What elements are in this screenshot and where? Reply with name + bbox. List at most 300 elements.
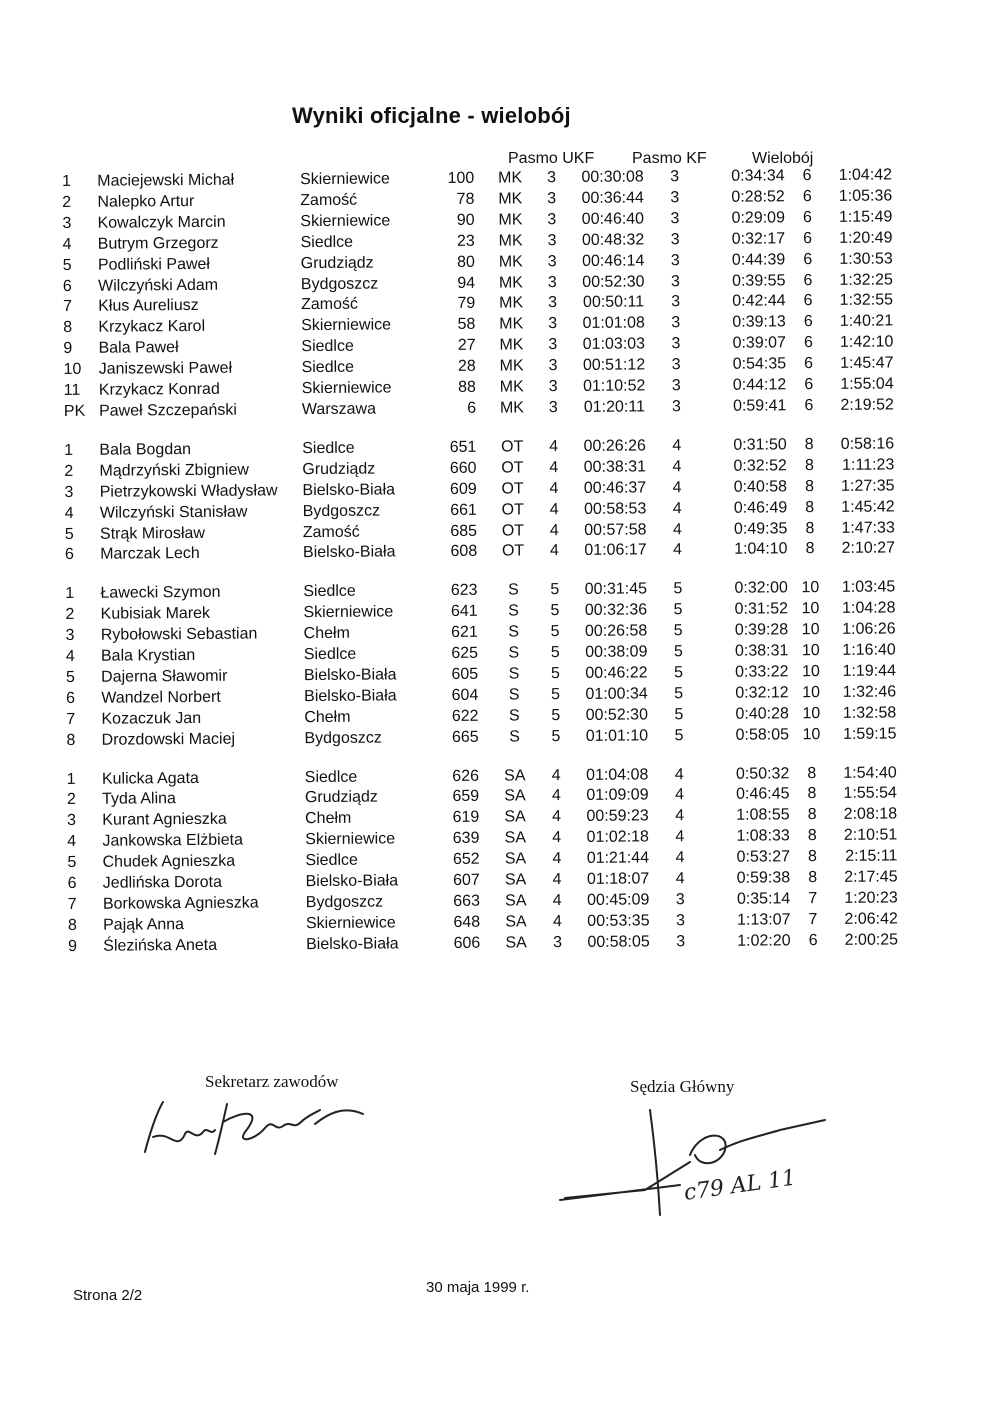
start-number-cell: 100: [447, 169, 475, 187]
place-cell: 3: [64, 483, 74, 501]
kf-points-cell: 3: [670, 230, 680, 248]
start-number-cell: 661: [450, 501, 477, 519]
category-cell: MK: [499, 315, 524, 333]
total-time-cell: 1:59:15: [842, 725, 897, 743]
total-time-cell: 1:04:42: [838, 166, 893, 184]
total-points-cell: 8: [807, 764, 817, 782]
start-number-cell: 651: [449, 438, 477, 456]
start-number-cell: 639: [452, 830, 480, 848]
name-cell: Bala Paweł: [98, 339, 179, 357]
start-number-cell: 27: [457, 337, 476, 355]
ukf-points-cell: 3: [547, 190, 557, 208]
place-cell: 2: [64, 462, 74, 480]
category-cell: MK: [499, 378, 524, 396]
place-cell: 8: [67, 916, 77, 934]
place-cell: 3: [67, 812, 77, 830]
club-cell: Skierniewice: [301, 379, 392, 398]
kf-points-cell: 5: [673, 601, 683, 619]
ukf-time-cell: 00:38:31: [583, 458, 647, 476]
total-points-cell: 6: [804, 397, 814, 415]
category-cell: MK: [499, 336, 524, 354]
total-points-cell: 10: [801, 600, 820, 618]
total-points-cell: 8: [804, 435, 814, 454]
start-number-cell: 606: [453, 934, 481, 952]
ukf-points-cell: 5: [550, 644, 560, 662]
start-number-cell: 28: [457, 357, 476, 376]
ukf-points-cell: 4: [552, 892, 562, 910]
kf-time-cell: 0:32:12: [735, 684, 789, 702]
place-cell: 9: [63, 340, 73, 358]
kf-points-cell: 3: [670, 272, 680, 290]
kf-points-cell: 3: [670, 251, 680, 269]
start-number-cell: 648: [453, 913, 481, 931]
kf-time-cell: 0:59:38: [736, 869, 791, 887]
kf-points-cell: 5: [673, 580, 683, 598]
kf-points-cell: 3: [671, 356, 681, 374]
total-time-cell: 2:06:42: [844, 910, 898, 928]
start-number-cell: 665: [451, 728, 479, 746]
judge-label: Sędzia Główny: [630, 1077, 735, 1096]
place-cell: 4: [64, 504, 74, 522]
place-cell: 1: [64, 441, 74, 459]
ukf-time-cell: 01:01:08: [582, 314, 645, 333]
total-time-cell: 2:08:18: [843, 805, 898, 824]
club-cell: Siedlce: [301, 358, 355, 377]
total-time-cell: 1:20:49: [839, 229, 893, 247]
ukf-points-cell: 3: [547, 273, 557, 291]
name-cell: Bala Krystian: [100, 647, 196, 665]
club-cell: Siedlce: [303, 645, 357, 664]
kf-points-cell: 3: [671, 293, 681, 311]
club-cell: Siedlce: [302, 439, 355, 457]
name-cell: Paweł Szczepański: [98, 401, 237, 420]
category-cell: MK: [498, 190, 523, 208]
name-cell: Ślezińska Aneta: [103, 936, 218, 955]
ukf-time-cell: 00:38:09: [585, 643, 648, 661]
name-cell: Kulicka Agata: [101, 769, 199, 788]
place-cell: 9: [68, 937, 78, 955]
total-points-cell: 6: [804, 376, 814, 394]
kf-points-cell: 3: [670, 168, 680, 186]
kf-time-cell: 0:50:32: [735, 764, 790, 783]
header-wielobój: Wielobój: [752, 150, 814, 167]
name-cell: Janiszewski Paweł: [98, 359, 233, 378]
place-cell: 1: [62, 172, 72, 190]
category-cell: S: [508, 623, 520, 641]
total-time-cell: 2:15:11: [845, 847, 898, 866]
club-cell: Bydgoszcz: [305, 893, 384, 912]
total-points-cell: 6: [803, 313, 813, 331]
club-cell: Skierniewice: [300, 170, 390, 189]
total-points-cell: 10: [801, 642, 820, 660]
place-cell: 5: [64, 525, 74, 543]
kf-time-cell: 0:46:45: [736, 785, 790, 804]
start-number-cell: 80: [457, 253, 475, 271]
total-time-cell: 1:11:23: [842, 456, 895, 474]
club-cell: Bydgoszcz: [304, 729, 382, 747]
place-cell: 1: [66, 770, 76, 788]
total-time-cell: 1:04:28: [841, 599, 896, 618]
kf-points-cell: 4: [675, 807, 685, 825]
start-number-cell: 6: [467, 399, 477, 417]
kf-time-cell: 0:34:34: [731, 167, 785, 185]
kf-points-cell: 4: [673, 541, 683, 559]
secretary-signature: [115, 1092, 375, 1172]
kf-time-cell: 0:32:17: [731, 230, 786, 248]
results-table: [62, 165, 898, 957]
ukf-time-cell: 00:45:09: [587, 891, 650, 909]
ukf-time-cell: 00:31:45: [584, 580, 648, 599]
ukf-points-cell: 3: [548, 378, 558, 396]
category-cell: S: [508, 602, 519, 620]
place-cell: 7: [66, 710, 76, 728]
kf-time-cell: 0:32:00: [734, 579, 788, 598]
name-cell: Krzykacz Karol: [98, 318, 206, 337]
kf-points-cell: 4: [672, 478, 682, 496]
category-cell: MK: [499, 357, 524, 375]
ukf-time-cell: 00:58:53: [583, 500, 647, 518]
start-number-cell: 79: [457, 295, 476, 313]
start-number-cell: 619: [452, 809, 480, 827]
kf-points-cell: 3: [670, 209, 680, 228]
total-points-cell: 6: [803, 229, 813, 247]
start-number-cell: 23: [456, 232, 475, 250]
total-time-cell: 1:40:21: [839, 312, 894, 331]
kf-points-cell: 4: [675, 849, 685, 867]
name-cell: Wandzel Norbert: [101, 688, 221, 707]
kf-points-cell: 5: [674, 664, 684, 682]
kf-time-cell: 0:32:52: [733, 457, 787, 475]
total-time-cell: 1:45:47: [840, 354, 894, 373]
kf-time-cell: 1:08:33: [736, 827, 790, 846]
ukf-points-cell: 4: [549, 542, 559, 560]
ukf-points-cell: 3: [547, 294, 558, 312]
kf-points-cell: 4: [674, 765, 684, 783]
ukf-time-cell: 01:00:34: [585, 685, 648, 703]
name-cell: Kurant Agnieszka: [102, 811, 227, 830]
start-number-cell: 607: [453, 871, 480, 890]
ukf-points-cell: 3: [548, 315, 558, 333]
ukf-time-cell: 00:59:23: [586, 807, 649, 826]
ukf-time-cell: 00:30:08: [581, 168, 644, 186]
start-number-cell: 652: [452, 850, 480, 869]
place-cell: 6: [64, 546, 74, 564]
total-points-cell: 10: [801, 621, 820, 639]
ukf-time-cell: 00:50:11: [582, 293, 645, 312]
club-cell: Siedlce: [303, 583, 356, 601]
place-cell: 4: [62, 235, 72, 253]
club-cell: Chełm: [305, 810, 352, 828]
place-cell: 3: [65, 627, 75, 645]
total-time-cell: 1:45:42: [841, 498, 895, 516]
ukf-time-cell: 01:02:18: [586, 828, 649, 847]
kf-points-cell: 3: [671, 314, 681, 332]
club-cell: Bielsko-Biała: [303, 666, 397, 685]
club-cell: Warszawa: [301, 400, 377, 419]
start-number-cell: 94: [457, 274, 476, 292]
ukf-points-cell: 4: [552, 829, 562, 847]
ukf-points-cell: 4: [549, 437, 559, 456]
kf-time-cell: 1:13:07: [737, 911, 791, 929]
total-points-cell: 8: [805, 498, 815, 516]
club-cell: Bydgoszcz: [300, 275, 379, 293]
start-number-cell: 660: [449, 459, 477, 477]
ukf-points-cell: 4: [551, 766, 561, 784]
name-cell: Jedlińska Dorota: [102, 873, 222, 892]
total-points-cell: 8: [807, 848, 817, 866]
ukf-points-cell: 4: [552, 850, 562, 868]
secretary-label: Sekretarz zawodów: [205, 1072, 339, 1091]
ukf-points-cell: 5: [550, 581, 560, 599]
header-kf: Pasmo KF: [632, 150, 707, 167]
total-time-cell: 1:55:54: [843, 784, 897, 803]
category-cell: MK: [498, 253, 523, 271]
judge-signature: [550, 1100, 850, 1220]
total-time-cell: 1:32:46: [842, 683, 897, 701]
total-time-cell: 1:30:53: [839, 250, 893, 268]
total-points-cell: 8: [805, 519, 815, 537]
ukf-points-cell: 5: [550, 602, 560, 620]
total-time-cell: 1:16:40: [842, 641, 896, 659]
name-cell: Ławecki Szymon: [100, 584, 221, 603]
kf-time-cell: 0:44:39: [731, 250, 786, 269]
start-number-cell: 685: [450, 522, 478, 540]
document-date: 30 maja 1999 r.: [426, 1279, 530, 1296]
ukf-points-cell: 4: [549, 458, 559, 476]
ukf-time-cell: 00:26:58: [584, 622, 648, 641]
category-cell: SA: [504, 787, 526, 806]
start-number-cell: 626: [452, 767, 480, 785]
name-cell: Dajerna Sławomir: [101, 667, 228, 686]
place-cell: 2: [62, 193, 72, 211]
name-cell: Marczak Lech: [100, 545, 200, 564]
start-number-cell: 78: [456, 190, 475, 208]
ukf-points-cell: 3: [548, 336, 558, 354]
ukf-points-cell: 4: [549, 500, 559, 518]
place-cell: 4: [65, 647, 75, 666]
total-time-cell: 1:06:26: [842, 620, 896, 639]
start-number-cell: 623: [450, 582, 478, 600]
page-title: Wyniki oficjalne - wielobój: [292, 103, 571, 128]
total-points-cell: 6: [808, 931, 818, 949]
total-time-cell: 1:05:36: [838, 187, 893, 205]
club-cell: Siedlce: [301, 337, 354, 356]
start-number-cell: 605: [451, 665, 479, 683]
kf-points-cell: 4: [675, 870, 685, 888]
kf-time-cell: 0:40:58: [733, 478, 788, 496]
total-points-cell: 10: [802, 683, 821, 702]
club-cell: Chełm: [303, 624, 350, 643]
kf-points-cell: 4: [672, 457, 682, 475]
kf-points-cell: 4: [674, 786, 685, 804]
kf-time-cell: 0:40:28: [735, 705, 789, 723]
ukf-points-cell: 4: [551, 787, 561, 805]
ukf-time-cell: 01:03:03: [582, 335, 646, 354]
place-cell: 8: [63, 319, 73, 337]
ukf-points-cell: 5: [551, 685, 561, 704]
judge-scribble: c79 AL 11: [682, 1165, 798, 1206]
total-points-cell: 6: [803, 334, 813, 352]
kf-time-cell: 0:38:31: [734, 642, 789, 660]
ukf-time-cell: 00:58:05: [587, 933, 650, 951]
place-cell: 5: [65, 668, 75, 686]
ukf-time-cell: 01:18:07: [586, 870, 650, 888]
club-cell: Zamość: [300, 296, 359, 314]
club-cell: Bielsko-Biała: [306, 935, 399, 953]
kf-points-cell: 4: [675, 828, 685, 846]
ukf-time-cell: 01:04:08: [586, 765, 649, 784]
ukf-points-cell: 3: [546, 169, 557, 187]
kf-points-cell: 3: [675, 891, 685, 909]
name-cell: Kłus Aureliusz: [98, 297, 199, 316]
kf-points-cell: 5: [674, 684, 684, 703]
ukf-time-cell: 00:46:37: [583, 479, 647, 497]
ukf-time-cell: 01:10:52: [583, 377, 646, 395]
ukf-time-cell: 00:36:44: [581, 189, 644, 207]
total-points-cell: 10: [801, 579, 820, 597]
club-cell: Bielsko-Biała: [302, 543, 396, 562]
club-cell: Zamość: [300, 191, 358, 210]
start-number-cell: 609: [449, 480, 477, 498]
place-cell: 6: [66, 689, 76, 707]
ukf-time-cell: 01:06:17: [584, 541, 647, 560]
category-cell: OT: [501, 480, 524, 498]
club-cell: Skierniewice: [305, 830, 396, 849]
kf-time-cell: 0:39:13: [732, 313, 786, 332]
kf-points-cell: 5: [674, 705, 684, 723]
name-cell: Drozdowski Maciej: [101, 730, 236, 749]
club-cell: Siedlce: [304, 768, 358, 786]
total-points-cell: 10: [802, 663, 820, 681]
ukf-time-cell: 00:32:36: [584, 601, 648, 620]
name-cell: Butrym Grzegorz: [97, 234, 219, 253]
total-time-cell: 1:32:58: [842, 704, 897, 722]
name-cell: Wilczyński Stanisław: [99, 503, 248, 522]
name-cell: Kozaczuk Jan: [101, 709, 202, 728]
category-cell: MK: [499, 294, 524, 313]
category-cell: SA: [505, 892, 527, 910]
kf-time-cell: 0:59:41: [732, 397, 787, 415]
place-cell: 1: [65, 585, 75, 603]
kf-points-cell: 3: [670, 189, 680, 207]
ukf-points-cell: 4: [552, 871, 562, 889]
ukf-time-cell: 00:52:30: [585, 706, 649, 724]
start-number-cell: 604: [451, 686, 479, 704]
name-cell: Pająk Anna: [103, 915, 185, 934]
club-cell: Grudziądz: [304, 789, 378, 807]
total-time-cell: 1:15:49: [838, 208, 893, 226]
name-cell: Tyda Alina: [102, 790, 176, 809]
kf-points-cell: 5: [673, 622, 683, 640]
ukf-time-cell: 00:52:30: [582, 272, 645, 291]
category-cell: MK: [498, 211, 523, 229]
total-time-cell: 1:03:45: [841, 578, 896, 597]
place-cell: 11: [63, 381, 81, 400]
total-time-cell: 1:54:40: [843, 764, 897, 782]
club-cell: Bielsko-Biała: [304, 687, 397, 705]
place-cell: 2: [65, 606, 75, 624]
place-cell: 7: [67, 895, 77, 913]
category-cell: S: [508, 686, 520, 704]
kf-points-cell: 5: [673, 643, 683, 661]
ukf-points-cell: 3: [548, 357, 558, 375]
start-number-cell: 625: [451, 644, 479, 662]
total-time-cell: 1:55:04: [840, 375, 894, 393]
kf-points-cell: 3: [671, 377, 681, 395]
club-cell: Zamość: [302, 523, 360, 541]
club-cell: Siedlce: [300, 233, 354, 251]
ukf-time-cell: 00:26:26: [583, 437, 646, 455]
category-cell: MK: [498, 273, 524, 292]
ukf-time-cell: 01:21:44: [586, 849, 650, 868]
category-cell: SA: [504, 808, 526, 826]
start-number-cell: 641: [450, 602, 478, 621]
club-cell: Bielsko-Biała: [305, 872, 399, 891]
total-points-cell: 8: [807, 785, 817, 803]
kf-points-cell: 3: [671, 335, 681, 353]
start-number-cell: 663: [453, 892, 481, 910]
total-time-cell: 1:42:10: [839, 333, 894, 352]
category-cell: OT: [501, 500, 524, 519]
total-time-cell: 2:00:25: [844, 931, 899, 949]
kf-time-cell: 1:02:20: [737, 932, 791, 950]
name-cell: Bala Bogdan: [99, 440, 192, 459]
start-number-cell: 88: [458, 378, 476, 396]
name-cell: Krzykacz Konrad: [98, 380, 220, 399]
ukf-points-cell: 5: [550, 665, 560, 683]
club-cell: Skierniewice: [303, 603, 394, 622]
category-cell: OT: [501, 438, 524, 456]
category-cell: SA: [504, 829, 527, 847]
total-time-cell: 1:32:25: [839, 271, 893, 289]
place-cell: PK: [63, 402, 86, 420]
club-cell: Grudziądz: [300, 254, 374, 272]
kf-time-cell: 1:08:55: [736, 806, 790, 825]
start-number-cell: 608: [450, 543, 478, 561]
place-cell: 3: [62, 214, 72, 232]
kf-time-cell: 0:58:05: [735, 725, 790, 744]
place-cell: 6: [62, 277, 72, 295]
place-cell: 2: [66, 791, 76, 809]
kf-points-cell: 3: [671, 398, 681, 416]
header-ukf: Pasmo UKF: [508, 150, 595, 167]
club-cell: Grudziądz: [302, 460, 376, 478]
place-cell: 5: [67, 854, 77, 872]
category-cell: SA: [504, 850, 527, 868]
ukf-time-cell: 00:46:40: [581, 210, 645, 228]
club-cell: Chełm: [304, 708, 351, 726]
club-cell: Skierniewice: [300, 212, 391, 230]
kf-time-cell: 0:39:07: [732, 334, 786, 352]
place-cell: 5: [62, 256, 72, 274]
total-points-cell: 6: [803, 271, 813, 289]
place-cell: 10: [63, 361, 82, 379]
name-cell: Rybołowski Sebastian: [100, 625, 258, 644]
ukf-points-cell: 4: [549, 479, 559, 497]
kf-points-cell: 4: [672, 520, 682, 538]
start-number-cell: 622: [451, 707, 479, 725]
page-number: Strona 2/2: [73, 1287, 143, 1304]
total-time-cell: 1:19:44: [842, 662, 897, 680]
total-points-cell: 8: [805, 540, 815, 558]
total-points-cell: 6: [802, 167, 812, 185]
category-cell: MK: [499, 399, 524, 417]
start-number-cell: 90: [456, 211, 475, 229]
kf-time-cell: 0:31:50: [733, 436, 787, 454]
ukf-time-cell: 00:51:12: [582, 356, 646, 375]
start-number-cell: 659: [452, 788, 480, 806]
ukf-points-cell: 3: [552, 933, 563, 951]
